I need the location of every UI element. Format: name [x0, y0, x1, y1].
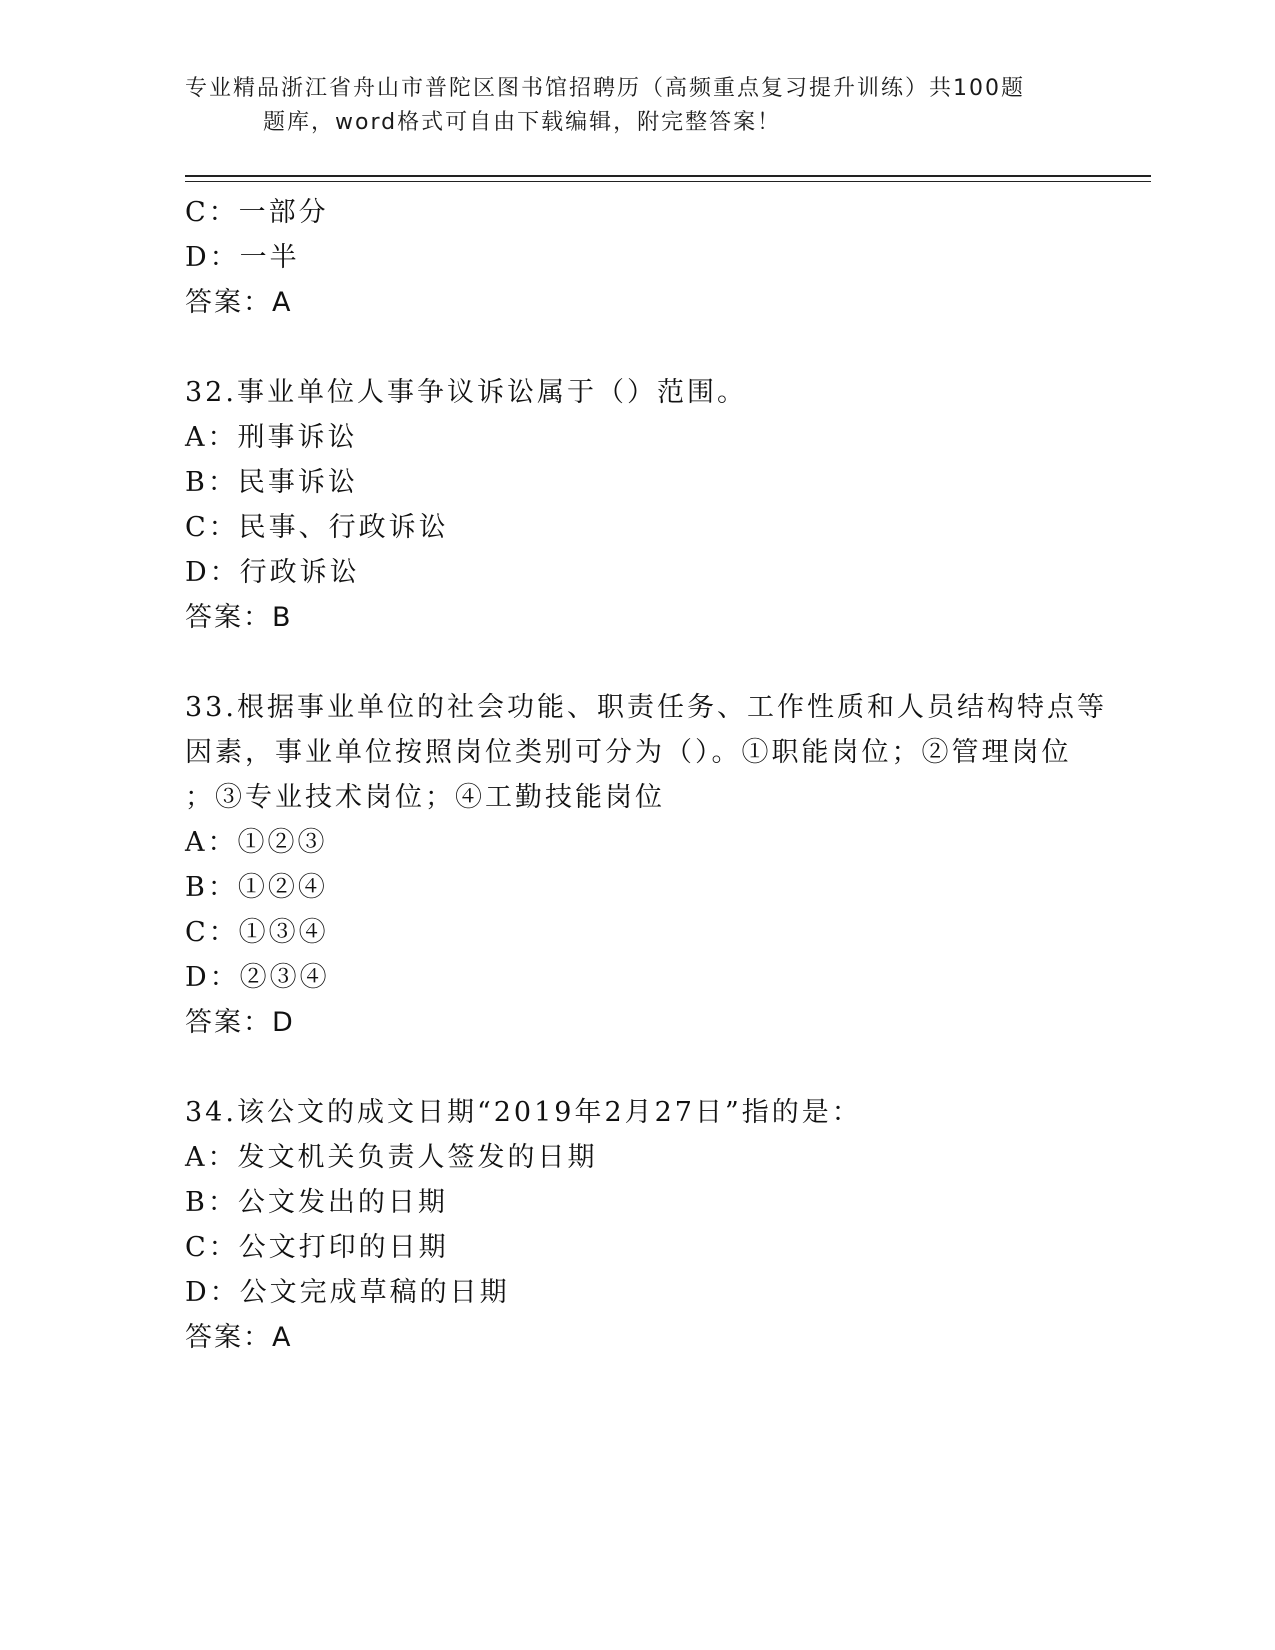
option-c: C：公文打印的日期 [185, 1232, 449, 1263]
spacer [185, 640, 1085, 685]
spacer [185, 1045, 1085, 1090]
spacer [185, 325, 1085, 370]
question-stem: 32.事业单位人事争议诉讼属于（）范围。 [185, 377, 747, 408]
option-b: B：民事诉讼 [185, 467, 358, 498]
header-title-line-1: 专业精品浙江省舟山市普陀区图书馆招聘历（高频重点复习提升训练）共100题 [185, 76, 1025, 101]
answer-line: 答案：A [185, 1322, 293, 1353]
question-34 [185, 1090, 1085, 1360]
question-stem-line-2: 因素，事业单位按照岗位类别可分为（）。①职能岗位；②管理岗位 [185, 737, 1072, 768]
header-divider-thick [185, 175, 1151, 177]
option-d: D：公文完成草稿的日期 [185, 1277, 510, 1308]
option-c: C：①③④ [185, 917, 329, 948]
header-title-line-2: 题库，word格式可自由下载编辑，附完整答案！ [263, 110, 782, 135]
option-b: B：①②④ [185, 872, 328, 903]
option-b: B：公文发出的日期 [185, 1187, 448, 1218]
option-c: C：一部分 [185, 197, 329, 228]
question-31-continuation [185, 190, 1085, 325]
option-a: A：发文机关负责人签发的日期 [185, 1142, 598, 1173]
answer-line: 答案：D [185, 1007, 295, 1038]
option-d: D：一半 [185, 242, 300, 273]
option-c: C：民事、行政诉讼 [185, 512, 449, 543]
question-stem-line-1: 33.根据事业单位的社会功能、职责任务、工作性质和人员结构特点等 [185, 692, 1107, 723]
option-a: A：①②③ [185, 827, 328, 858]
header-divider-thin [185, 181, 1151, 182]
question-content [185, 190, 1107, 1360]
option-a: A：刑事诉讼 [185, 422, 358, 453]
question-33 [185, 685, 1107, 1045]
question-stem-line-3: ；③专业技术岗位；④工勤技能岗位 [185, 782, 665, 813]
answer-line: 答案：A [185, 287, 293, 318]
option-d: D：行政诉讼 [185, 557, 360, 588]
answer-line: 答案：B [185, 602, 293, 633]
question-stem: 34.该公文的成文日期“2019年2月27日”指的是： [185, 1097, 862, 1128]
page-header [185, 72, 1085, 140]
question-32 [185, 370, 1085, 640]
option-d: D：②③④ [185, 962, 330, 993]
